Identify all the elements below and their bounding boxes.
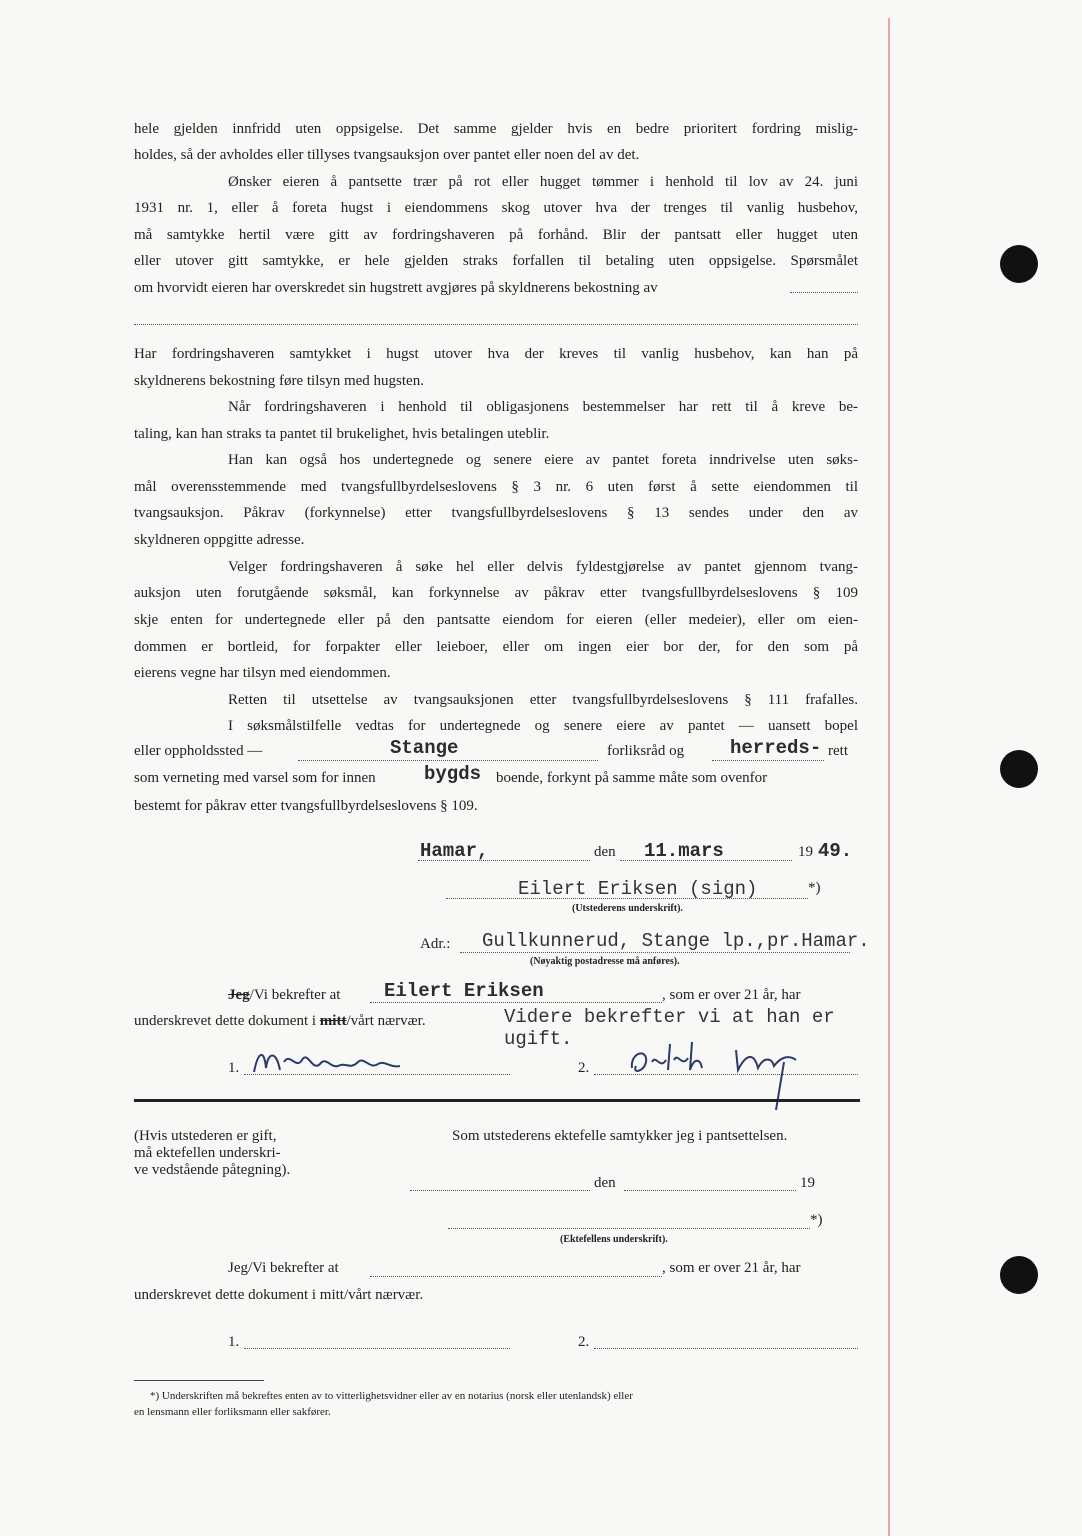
text-line: dommen er bortleid, for forpakter eller leieboer, eller om ingen eier bor der, for den som på [134, 639, 858, 655]
filled-address: Gullkunnerud, Stange lp.,pr.Hamar. [482, 930, 870, 952]
witness-2-label: 2. [578, 1334, 590, 1350]
blank-line [370, 1276, 662, 1277]
section-divider [134, 1099, 860, 1102]
text-line: hele gjelden innfridd uten oppsigelse. Det samme gjelder hvis en bedre prioritert fordring mislig- [134, 121, 858, 137]
text-fragment: eller oppholdssted — [134, 743, 263, 759]
blank-line [624, 1190, 796, 1191]
witness-1-label: 1. [228, 1060, 240, 1076]
text-line: Han kan også hos undertegnede og senere eiere av pantet foreta inndrivelse uten søks- [228, 452, 858, 468]
footnote-marker: *) [810, 1212, 823, 1228]
label-year-prefix: 19 [798, 844, 813, 860]
text-line: Retten til utsettelse av tvangsauksjonen etter tvangsfullbyrdelseslovens § 111 frafalles. [228, 692, 858, 708]
text-line: 1931 nr. 1, eller å foreta hugst i eiendommens skog utover hva der trenges til vanlig husbehov, [134, 200, 858, 216]
footnote-line: en lensmann eller forliksmann eller sakfører. [134, 1406, 331, 1418]
footnote-marker: *) [808, 880, 821, 896]
filled-day-month: 11.mars [644, 840, 724, 862]
spouse-consent: Som utstederens ektefelle samtykker jeg i pantsettelsen. [452, 1128, 788, 1144]
blank-line [298, 760, 598, 761]
text-fragment [134, 1013, 426, 1030]
spouse-note: (Hvis utstederen er gift, [134, 1128, 277, 1144]
issuer-signature: Eilert Eriksen (sign) [518, 878, 758, 900]
label-den: den [594, 1175, 616, 1191]
blank-line [410, 1190, 590, 1191]
text-fragment: rett [828, 743, 848, 759]
punch-hole [1000, 245, 1038, 283]
issuer-caption: (Utstederens underskrift). [572, 903, 683, 914]
text-line: eierens vegne har tilsyn med eiendommen. [134, 665, 391, 681]
confirm-note: ugift. [504, 1028, 573, 1050]
address-caption: (Nøyaktig postadresse må anføres). [530, 956, 680, 967]
blank-line [712, 760, 824, 761]
filled-forum-place: Stange [390, 737, 459, 759]
text-line: Velger fordringshaveren å søke hel eller delvis fyldestgjørelse av pantet gjennom tvang- [228, 559, 858, 575]
label-den: den [594, 844, 616, 860]
filled-year: 49. [818, 840, 853, 862]
struck-word: mitt [319, 1013, 347, 1029]
text-line: Når fordringshaveren i henhold til obligasjonens bestemmelser har rett til å kreve be- [228, 399, 858, 415]
text-fragment: , som er over 21 år, har [662, 987, 801, 1003]
blank-line [448, 1228, 810, 1229]
text-line: mål overensstemmende med tvangsfullbyrdelseslovens § 3 nr. 6 uten først å sette eiendommen til [134, 479, 858, 495]
text-line: taling, kan han straks ta pantet til brukelighet, hvis betalingen uteblir. [134, 426, 550, 442]
text-line: Ønsker eieren å pantsette trær på rot eller hugget tømmer i henhold til lov av 24. juni [228, 174, 858, 190]
text-line: skyldneren oppgitte adresse. [134, 532, 305, 548]
text-fragment: underskrevet dette dokument i mitt/vårt nærvær. [134, 1287, 424, 1303]
blank-line [134, 324, 858, 325]
punch-hole [1000, 1256, 1038, 1294]
filled-city: Hamar, [420, 840, 489, 862]
blank-line [594, 1348, 858, 1349]
margin-rule [888, 18, 890, 1536]
spouse-caption: (Ektefellens underskrift). [560, 1234, 668, 1245]
confirm-note: Videre bekrefter vi at han er [504, 1006, 835, 1028]
blank-line [244, 1348, 510, 1349]
text-line: auksjon uten forutgående søksmål, kan forkynnelse av påkrav etter tvangsfullbyrdelseslovens § 109 [134, 585, 858, 601]
text-fragment: , som er over 21 år, har [662, 1260, 801, 1276]
text-fragment: Jeg/Vi bekrefter at [228, 1260, 339, 1276]
text-fragment: /vårt nærvær. [346, 1013, 426, 1029]
footnote-rule [134, 1380, 264, 1381]
blank-line [370, 1002, 662, 1003]
label-year-prefix: 19 [800, 1175, 815, 1191]
text-fragment: som verneting med varsel som for innen [134, 770, 376, 786]
text-line: om hvorvidt eieren har overskredet sin hugstrett avgjøres på skyldnerens bekostning av [134, 280, 658, 296]
footnote-line: *) Underskriften må bekreftes enten av to vitterlighetsvidner eller av en notarius (norsk eller utenlandsk) eller [150, 1390, 633, 1402]
text-fragment: forliksråd og [607, 743, 685, 759]
text-line: holdes, så der avholdes eller tillyses tvangsauksjon over pantet eller noen del av det. [134, 147, 640, 163]
blank-line [460, 952, 850, 953]
text-fragment: /Vi bekrefter at [249, 987, 341, 1003]
blank-line [790, 292, 858, 293]
text-line: eller utover gitt samtykke, er hele gjelden straks forfallen til betaling uten oppsigelse. Spørsmålet [134, 253, 858, 269]
text-fragment: underskrevet dette dokument i [134, 1013, 317, 1029]
text-fragment [228, 987, 340, 1004]
text-fragment: boende, forkynt på samme måte som ovenfor [496, 770, 768, 786]
filled-court: herreds- [730, 737, 822, 759]
spouse-note: ve vedstående påtegning). [134, 1162, 291, 1178]
text-line: må samtykke hertil være gitt av fordringshaveren på forhånd. Blir der pantsatt eller hugget uten [134, 227, 858, 243]
witness-2-label: 2. [578, 1060, 590, 1076]
filled-district: bygds [424, 763, 482, 785]
text-line: Har fordringshaveren samtykket i hugst utover hva der kreves til vanlig husbehov, kan han på [134, 346, 858, 362]
label-address: Adr.: [420, 936, 451, 952]
text-line: skje enten for undertegnede eller på den pantsatte eiendom for eieren (eller medeier), eller om eien- [134, 612, 858, 628]
confirmed-name: Eilert Eriksen [384, 980, 544, 1002]
witness-1-label: 1. [228, 1334, 240, 1350]
text-line: I søksmålstilfelle vedtas for undertegnede og senere eiere av pantet — uansett bopel [228, 718, 858, 734]
text-line: bestemt for påkrav etter tvangsfullbyrdelseslovens § 109. [134, 798, 478, 814]
struck-word: Jeg [228, 987, 250, 1003]
text-line: skyldnerens bekostning føre tilsyn med hugsten. [134, 373, 424, 389]
punch-hole [1000, 750, 1038, 788]
text-line: tvangsauksjon. Påkrav (forkynnelse) etter tvangsfullbyrdelseslovens § 13 sendes under den av [134, 505, 858, 521]
spouse-note: må ektefellen underskri- [134, 1145, 281, 1161]
